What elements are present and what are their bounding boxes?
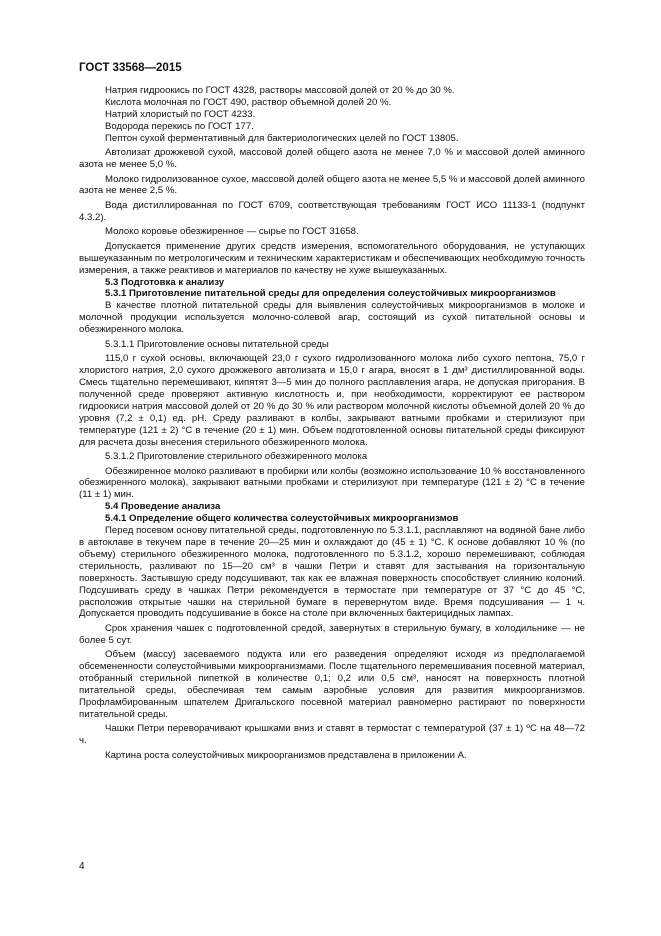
section-heading: 5.4 Проведение анализа: [105, 501, 221, 513]
subsubsection-title: 5.3.1.1 Приготовление основы питательной среды: [105, 338, 329, 350]
paragraph: Перед посевом основу питательной среды, подготовленную по 5.3.1.1, расплавляют на водяной бане либо в автоклаве в текучем паре в течение 20—25 мин и охлаждают до (45 ± 1) °С. К основе добавляют 10 % (по объему) стерильного обезжиренного молока, подготовленного по 5.3.1.2, хорошо перемешивают, соблюдая стерильность, разливают по 15—20 см³ в чашки Петри и ставят для застывания на горизонтальную поверхность. Застывшую среду подсушивают, так как ее влажная поверхность способствует слиянию колоний. Подсушивать среду в чашках Петри рекомендуется в термостате при температуре от 37 °С до 45 °С, расположив открытые чашки на стерильной бумаге в перевернутом виде. Время подсушивания — 1 ч. Допускается проводить подсушивание в боксе на столе при включенных бактерицидных лампах.: [79, 525, 585, 620]
paragraph: Картина роста солеустойчивых микроорганизмов представлена в приложении А.: [105, 749, 467, 761]
section-heading: 5.3 Подготовка к анализу: [105, 276, 225, 288]
subsection-heading: 5.4.1 Определение общего количества солеустойчивых микроорганизмов: [105, 513, 459, 525]
paragraph: Вода дистиллированная по ГОСТ 6709, соответствующая требованиям ГОСТ ИСО 11133-1 (подпункт 4.3.2).: [79, 199, 585, 223]
paragraph: Обезжиренное молоко разливают в пробирки или колбы (возможно использование 10 % восстановленного обезжиренного молока), закрывают ватными пробками и стерилизуют при температуре (121 ± 2) °С в течение (11 ± 1) мин.: [79, 465, 585, 501]
page-number: 4: [79, 861, 85, 872]
paragraph: Молоко коровье обезжиренное — сырье по ГОСТ 31658.: [105, 226, 359, 238]
subsection-heading: 5.3.1 Приготовление питательной среды для определения солеустойчивых микроорганизмов: [105, 288, 556, 300]
subsubsection-title: 5.3.1.2 Приготовление стерильного обезжиренного молока: [105, 451, 368, 463]
paragraph: В качестве плотной питательной среды для выявления солеустойчивых микроорганизмов в молоке и молочной продукции используется молочно-солевой агар, состоящий из сухой питательной основы и обезжиренного молока.: [79, 300, 585, 336]
paragraph: Кислота молочная по ГОСТ 490, раствор объемной долей 20 %.: [105, 96, 392, 108]
paragraph: Чашки Петри переворачивают крышками вниз и ставят в термостат с температурой (37 ± 1) ºС на 48—72 ч.: [79, 723, 585, 747]
paragraph: Срок хранения чашек с подготовленной средой, завернутых в стерильную бумагу, в холодильнике — не более 5 сут.: [79, 622, 585, 646]
paragraph: Пептон сухой ферментативный для бактериологических целей по ГОСТ 13805.: [105, 132, 459, 144]
paragraph: Натрий хлористый по ГОСТ 4233.: [105, 108, 256, 120]
paragraph: 115,0 г сухой основы, включающей 23,0 г сухого гидролизованного молока либо сухого пептона, 75,0 г хлористого натрия, 2,0 сухого дрожжевого автолизата и 15,0 г агара, вносят в 1 дм³ дистиллированной воды. Смесь тщательно перемешивают, кипятят 3—5 мин до полного расплавления агара, не допуская пригорания. В полученной среде проверяют активную кислотность и, при необходимости, корректируют ее раствором гидроокиси натрия массовой долей от 20 % до 30 % или раствором молочной кислоты объемной долей 20 % до уровня (7,2 ± 0,1) ед. рН. Среду разливают в колбы, закрывают ватными пробками и стерилизуют при температуре (121 ± 2) °С в течение (20 ± 1) мин. Объем подготовленной основы питательной среды фиксируют для расчета дозы внесения стерильного обезжиренного молока.: [79, 353, 585, 448]
document-body: [79, 85, 585, 764]
paragraph: Натрия гидроокись по ГОСТ 4328, растворы массовой долей от 20 % до 30 %.: [105, 85, 455, 96]
paragraph: Молоко гидролизованное сухое, массовой долей общего азота не менее 5,5 % и массовой долей аминного азота не менее 2,5 %.: [79, 173, 585, 197]
paragraph: Объем (массу) засеваемого подукта или его разведения определяют исходя из предполагаемой обсемененности солеустойчивыми микроорганизмами. После тщательного перемешивания посевной материал, отобранный стерильной пипеткой в количестве 0,1; 0,2 или 0,5 см³, наносят на поверхность плотной питательной среды, обеспечивая тем самым аэробные условия для развития микроорганизмов. Профламбированным шпателем Дригальского посевной материал равномерно растирают по поверхности питательной среды.: [79, 649, 585, 720]
paragraph: Допускается применение других средств измерения, вспомогательного оборудования, не уступающих вышеуказанным по метрологическим и техническим характеристикам и обеспечивающих необходимую точность измерения, а также реактивов и материалов по качеству не хуже вышеуказанных.: [79, 240, 585, 276]
paragraph: Автолизат дрожжевой сухой, массовой долей общего азота не менее 7,0 % и массовой долей аминного азота не менее 5,0 %.: [79, 147, 585, 171]
document-code-header: ГОСТ 33568—2015: [79, 62, 182, 74]
paragraph: Водорода перекись по ГОСТ 177.: [105, 120, 254, 132]
